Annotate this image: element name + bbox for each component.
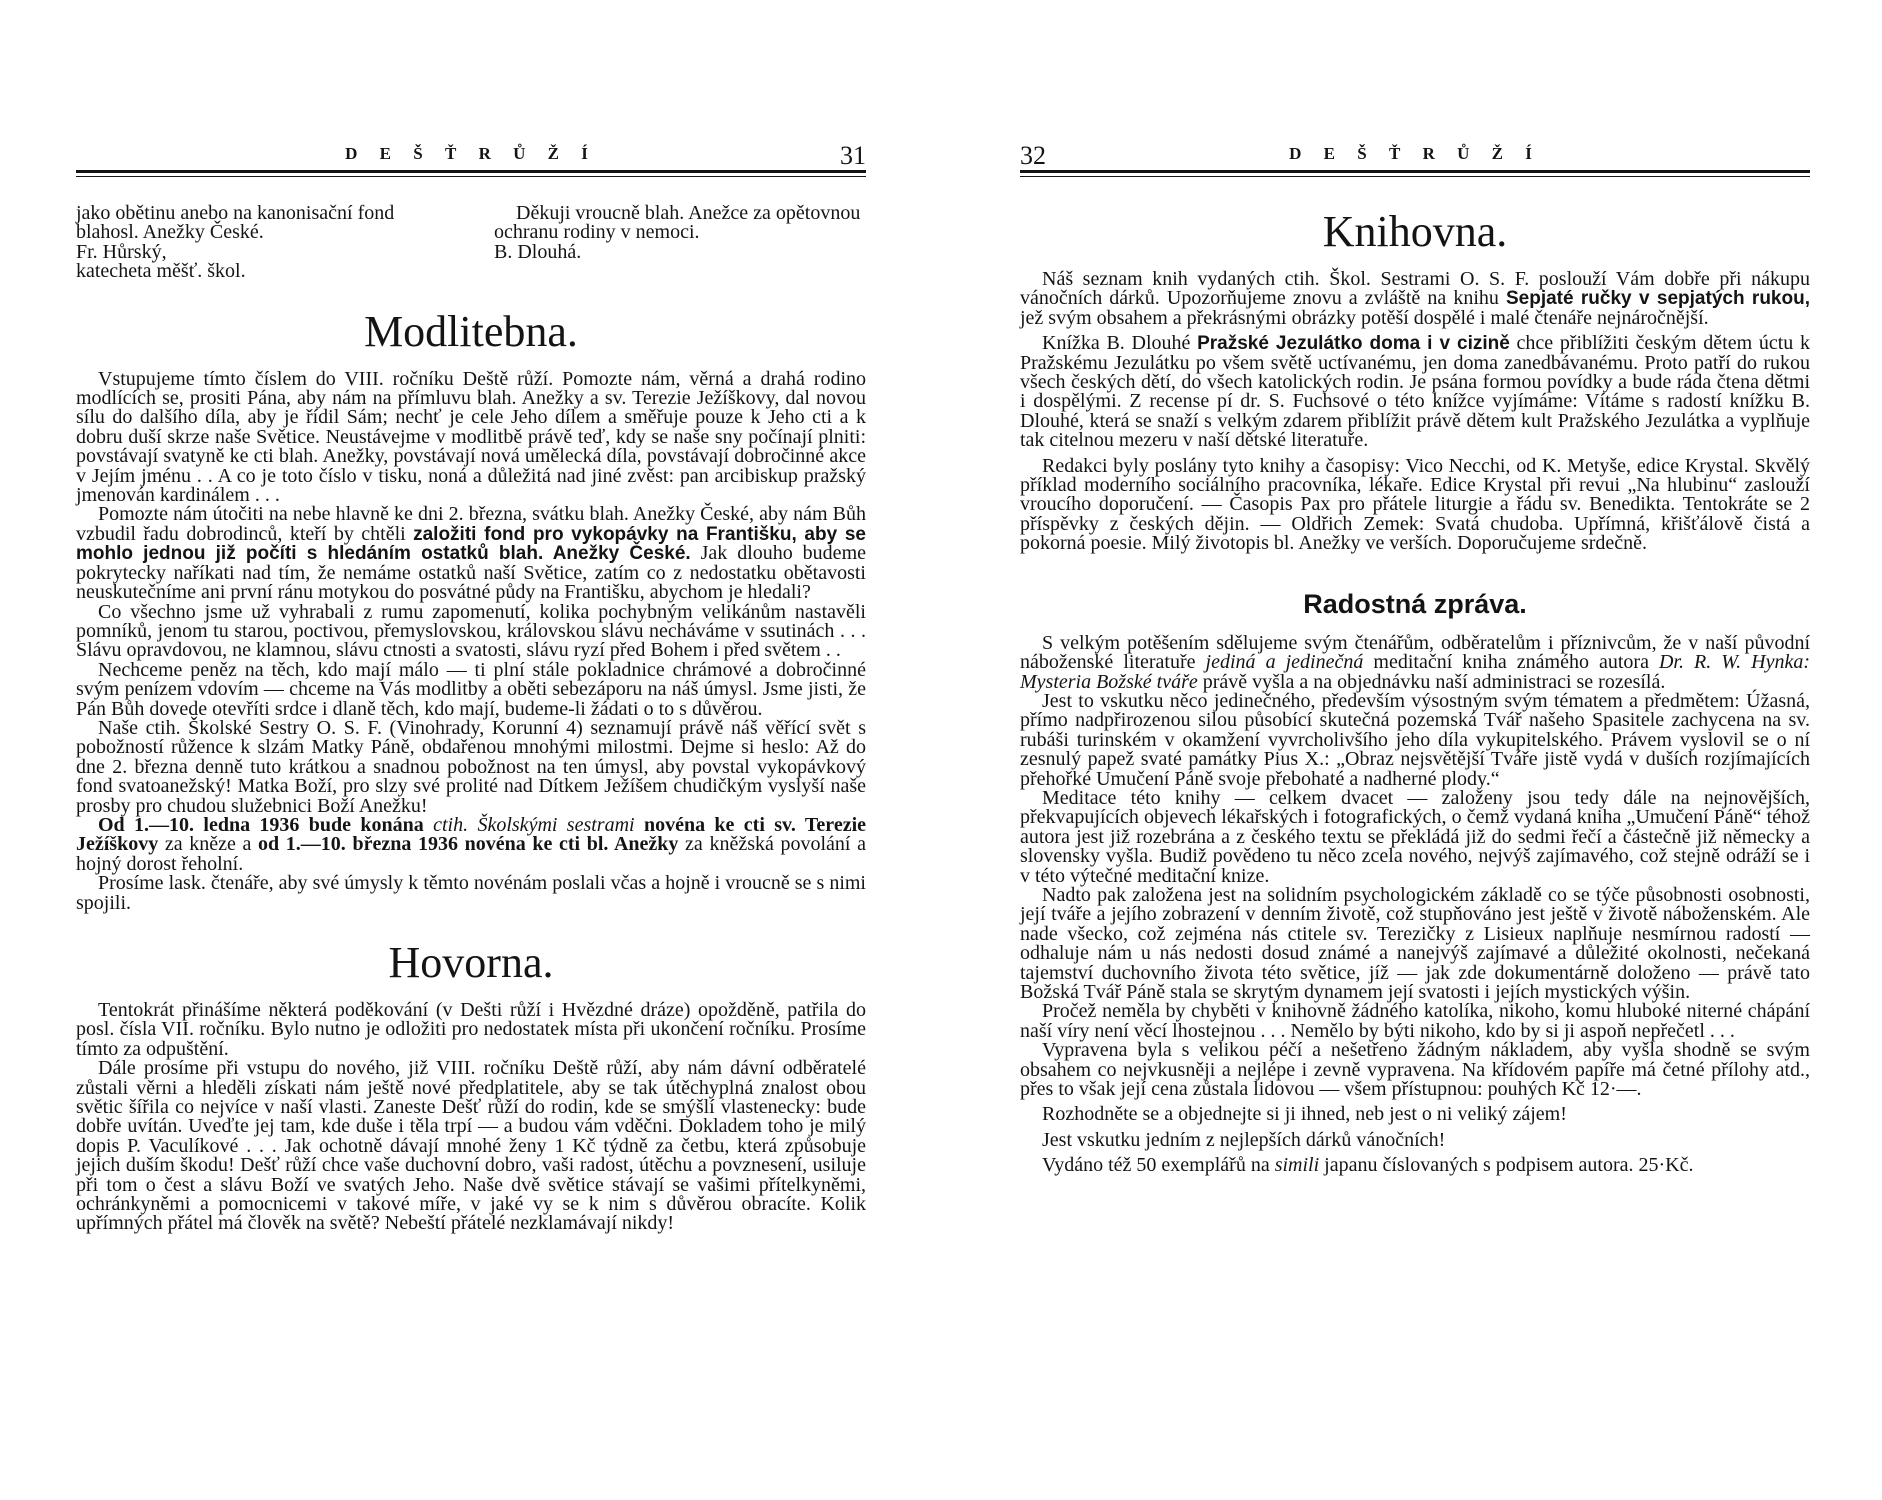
- text-run: Pomozte nám útočiti na nebe hlavně ke dni 2. března, svátku blah. Anežky České, aby nám Bůh vzbudil řadu dobrodinců, kteří by chtěli: [76, 503, 866, 545]
- header-rule: [1020, 170, 1810, 173]
- text-run: S velkým potěšením sdělujeme svým čtenářům, odběratelům i příznivcům, že v naší původní náboženské literatuře: [1020, 631, 1810, 674]
- bold-text: založiti fond pro vykopávky na Františku, aby se mohlo jednou již počíti s hledáním ostatků blah. Anežky České.: [76, 523, 866, 565]
- right-page: [1020, 0, 1810, 1500]
- paragraph: [76, 813, 867, 875]
- paragraph: Meditace této knihy — celkem dvacet — založeny jsou tedy dále na nejnovějších, překvapujících objevech lékařských i fotografických, o čemž vydaná kniha „Umučení Páně“ téhož autora jest již rozebrána a z českého textu se překládá již do sedmi řečí a částečně již německy a slovensky vyšla. Budiž povědeno tu něco zcela nového, nejvýš zajímavého, což stejně odráží se i v této výtečné meditační knize.: [1020, 786, 1810, 887]
- section-title-hovorna: Hovorna.: [388, 938, 554, 987]
- text-run: Jak dlouho budeme pokrytecky naříkati nad tím, že nemáme ostatků naší Světice, zatím co z nedostatku obětavosti neuskutečníme ani první ránu motykou do posvátné půdy na Františku, abychom je hledali?: [76, 542, 866, 604]
- thanks-notes: [76, 204, 866, 282]
- paragraph: Redakci byly poslány tyto knihy a časopisy: Vico Necchi, od K. Metyše, edice Krystal. Skvělý příklad moderního sociálního pracovníka, lékaře. Edice Krystal při revui „Na hlubinu“ zaslouží vroucího doporučení. — Časopis Pax pro přátele liturgie a řádu sv. Benedikta. Tentokráte se 2 příspěvky z českých dějin. — Oldřich Zemek: Svatá chudoba. Upřímná, křišťálově čistá a pokorná poesie. Milý životopis bl. Anežky ve verších. Doporučujeme srdečně.: [1020, 454, 1810, 555]
- italic-text: Dr. R. W. Hynka: Mysteria Božské tváře: [1020, 651, 1810, 693]
- paragraph: Prosíme lask. čtenáře, aby své úmysly k těmto novénám poslali včas a hojně i vroucně se s nimi spojili.: [76, 872, 866, 914]
- thanks-text: Děkuji vroucně blah. Anežce za opětovnou ochranu rodiny v nemoci.: [494, 202, 861, 244]
- italic-text: jediná a jedinečná: [1205, 651, 1364, 674]
- running-title: D E Š Ť R Ů Ž Í: [345, 144, 597, 163]
- text-run: Vydáno též 50 exemplářů na: [1042, 1154, 1275, 1177]
- left-page: [76, 0, 866, 1500]
- page-header: [1020, 141, 1810, 180]
- paragraph: Nechceme peněz na těch, kdo mají málo — ti plní stále pokladnice chrámové a dobročinné svým penízem vdovím — chceme na Vás modlitby a oběti sebezáporu na náš úmysl. Jsme jisti, že Pán Bůh dovede otevříti srdce i dlaně těch, kdo mají, budeme-li žádati o to s důvěrou.: [76, 658, 866, 720]
- paragraph: [1020, 270, 1810, 328]
- paragraph: Vypravena byla s velikou péčí a nešetřeno žádným nákladem, aby vyšla shodně se svým obsahem co nejvkusněji a nejlépe i zevně vypravena. Na křídovém papíře má četné přílohy atd., přes to však její cena zůstala lidovou — všem přístupnou: pouhých Kč 12·—.: [1020, 1039, 1810, 1101]
- paragraph: [1020, 1156, 1810, 1175]
- bold-text: od 1.—10. března 1936 novéna ke cti bl. Anežky: [258, 833, 679, 856]
- header-rule-thin: [1020, 176, 1810, 177]
- signature-title: katecheta měšť. škol.: [76, 260, 246, 283]
- text-run: za kněze a: [158, 833, 259, 856]
- paragraph: [1020, 334, 1810, 450]
- text-run: Knížka B. Dlouhé: [1042, 332, 1198, 355]
- text-run: japanu číslovaných s podpisem autora. 25·Kč.: [1319, 1154, 1694, 1177]
- section-title-radostna-zprava: Radostná zpráva.: [1303, 588, 1527, 619]
- paragraph: Jest to vskutku něco jedinečného, především výsostným svým tématem a předmětem: Úžasná, přímo nadpřirozenou silou působící skutečná pozemská Tvář našeho Spasitele zachycena na sv. rubáši turinském v okamžení vyvrcholivšího jeho díla vykupitelského. Právem vyslovil se o ní zesnulý papež svaté památky Pius X.: „Obraz nejsvětější Tváře jistě vydá v duších rozjímajících přehořké Umučení Páně svoje přebohaté a nadherné plody.“: [1020, 689, 1810, 790]
- bold-text: Pražské Jezulátko doma i v cizině: [1197, 333, 1510, 355]
- paragraph: Vstupujeme tímto číslem do VIII. ročníku Deště růží. Pomozte nám, věrná a drahá rodino modlících se, prositi Pána, aby nám na přímluvu blah. Anežky a sv. Terezie Ježíškovy, dal novou sílu do dalšího díla, aby je řídil Sám; nechť je cele Jeho dílem a směřuje pouze k Jeho cti a k dobru duší skrze naše Světice. Neustávejme v modlitbě právě teď, kdy se naše sny počínají plniti: povstávají svatyně ke cti blah. Anežky, povstávají nová umělecká díla, povstávají dobročinné akce v Jejím jménu . . A co je toto číslo v tisku, noná a důležitá nad jiné zvěst: pan arcibiskup pražský jmenován kardinálem . . .: [76, 367, 866, 507]
- paragraph: Nadto pak založena jest na solidním psychologickém základě co se týče působnosti osobnosti, její tváře a jejího zobrazení v denním životě, což stupňováno jest ještě v životě náboženském. Ale nade všecko, což zejména nás ctitele sv. Terezičky z Lisieux naplňuje nesmírnou radostí — odhaluje nám u nás nedosti dosud známé a nanejvýš zajímavé a důležité okolnosti, nečekaná tajemství duchovního života této světice, jíž — jak zde dokumentárně doloženo — právě tato Božská Tvář Páně stala se skrytým dynamem její svatosti i jejích mystických výšin.: [1020, 883, 1810, 1003]
- paragraph: [1020, 631, 1810, 693]
- italic-text: simili: [1274, 1154, 1320, 1177]
- page-number: 31: [840, 141, 866, 170]
- text-run: jež svým obsahem a překrásnými obrázky potěší dospělé i malé čtenáře nejnáročnější.: [1020, 306, 1709, 329]
- thanks-text: jako obětinu anebo na kanonisační fond blahosl. Anežky České.: [76, 202, 395, 244]
- signature-name: B. Dlouhá.: [494, 240, 582, 263]
- paragraph: Tentokrát přinášíme některá poděkování (v Dešti růží i Hvězdné dráze) opožděně, patřila do posl. čísla VII. ročníku. Bylo nutno je odložiti pro nedostatek místa při ukončení ročníku. Prosíme tímto za odpuštění.: [76, 999, 866, 1060]
- italic-text: ctih. Školskými sestrami: [423, 813, 644, 836]
- header-rule: [76, 170, 866, 173]
- text-run: meditační kniha známého autora: [1363, 651, 1659, 674]
- page-number: 32: [1020, 141, 1046, 170]
- paragraph: Naše ctih. Školské Sestry O. S. F. (Vinohrady, Korunní 4) seznamují právě náš věřící svět s pobožností růžence k slzám Matky Páně, obdařenou mnohými milostmi. Dejme si heslo: Až do dne 2. března denně tuto krátkou a snadnou pobožnost na ten úmysl, aby povstal vykopávkový fond svatoanežský! Matka Boží, pro slzy své prolité nad Dítkem Ježíšem chudičkým vyslyší naše prosby pro chudou služebnici Boží Anežku!: [76, 716, 866, 817]
- paragraph: Jest vskutku jedním z nejlepších dárků vánočních!: [1042, 1128, 1446, 1151]
- page-header: [76, 141, 866, 180]
- right-page-content: [1020, 204, 1810, 1176]
- section-title-knihovna: Knihovna.: [1322, 207, 1508, 256]
- header-rule-thin: [76, 176, 866, 177]
- bold-text: novéna ke cti sv. Terezie Ježíškovy: [76, 813, 867, 856]
- text-run: chce přiblížiti českým dětem úctu k Pražskému Jezulátku po všem světě uctívanému, jen doma zanedbávanému. Proto patří do rukou všech českých dětí, do všech katolických rodin. Je psána formou povídky a bude ráda čtena dětmi i dospělými. Z recense pí dr. S. Fuchsové o této knížce vyjímáme: Vítáme s radostí knížku B. Dlouhé, která se snaží s velkým zdarem přiblížit právě dětem kult Pražského Jezulátka a vyplňuje tak citelnou mezeru v naší dětské literatuře.: [1020, 332, 1810, 452]
- thanks-note: [494, 204, 866, 282]
- running-title: D E Š Ť R Ů Ž Í: [1289, 144, 1541, 163]
- left-page-content: [76, 204, 866, 1234]
- section-title-modlitebna: Modlitebna.: [364, 306, 578, 356]
- paragraph: Dále prosíme při vstupu do nového, již VIII. ročníku Deště růží, aby nám dávní odběratelé zůstali věrni a hleděli získati nám ještě nové předplatitele, aby se tak útěchyplná znalost obou světic šířila co nejvíce v naší vlasti. Zaneste Dešť růží do rodin, kde se smýšlí vlastenecky: bude dobře uvítán. Uveďte jej tam, kde duše i těla trpí — a budou vám vděčni. Dokladem toho je milý dopis P. Vaculíkové . . . Jak ochotně dávají mnohé ženy 1 Kč týdně za četbu, která způsobuje jejich duším škodu! Dešť růží chce vaše duchovní dobro, vaši radost, útěchu a povznesení, usiluje při tom o čest a slávu Boží ve svatých Jeho. Naše dvě světice stávají se vašimi přítelkyněmi, ochránkyněmi a pomocnicemi v takové míře, v jaké vy se k nim s důvěrou obracíte. Kolik upřímných přátel má člověk na světě? Nebeští přátelé nezklamávají nikdy!: [76, 1057, 866, 1235]
- text-run: za kněžská povolání a hojný dorost řeholní.: [76, 833, 866, 875]
- paragraph: Co všechno jsme už vyhrabali z rumu zapomenutí, kolika pochybným velikánům nastavěli pomníků, jenom tu starou, poctivou, přemyslovskou, královskou slávu necháváme v ssutinách . . . Slávu opravdovou, ne klamnou, slávu ctnosti a svatosti, slávu ryzí před Bohem i před světem . .: [76, 600, 866, 662]
- signature-name: Fr. Hůrský,: [76, 240, 167, 263]
- bold-text: Od 1.—10. ledna 1936 bude konána: [98, 813, 424, 836]
- paragraph: Pročež neměla by chyběti v knihovně žádného katolíka, nikoho, komu hluboké niterné chápání naší víry není věcí lhostejnou . . . Nemělo by býti nikoho, kdo by si ji aspoň nepřečetl . . .: [1020, 1000, 1810, 1042]
- paragraph: Rozhodněte se a objednejte si ji ihned, neb jest o ni veliký zájem!: [1042, 1103, 1567, 1126]
- text-run: právě vyšla a na objednávku naší administraci se rozesílá.: [1197, 670, 1666, 693]
- thanks-note: [76, 204, 448, 282]
- bold-text: Sepjaté ručky v sepjatých rukou,: [1505, 288, 1810, 310]
- text-run: Náš seznam knih vydaných ctih. Škol. Sestrami O. S. F. poslouží Vám dobře při nákupu vánočních dárků. Upozorňujeme znovu a zvláště na knihu: [1020, 268, 1810, 310]
- paragraph: [76, 505, 866, 602]
